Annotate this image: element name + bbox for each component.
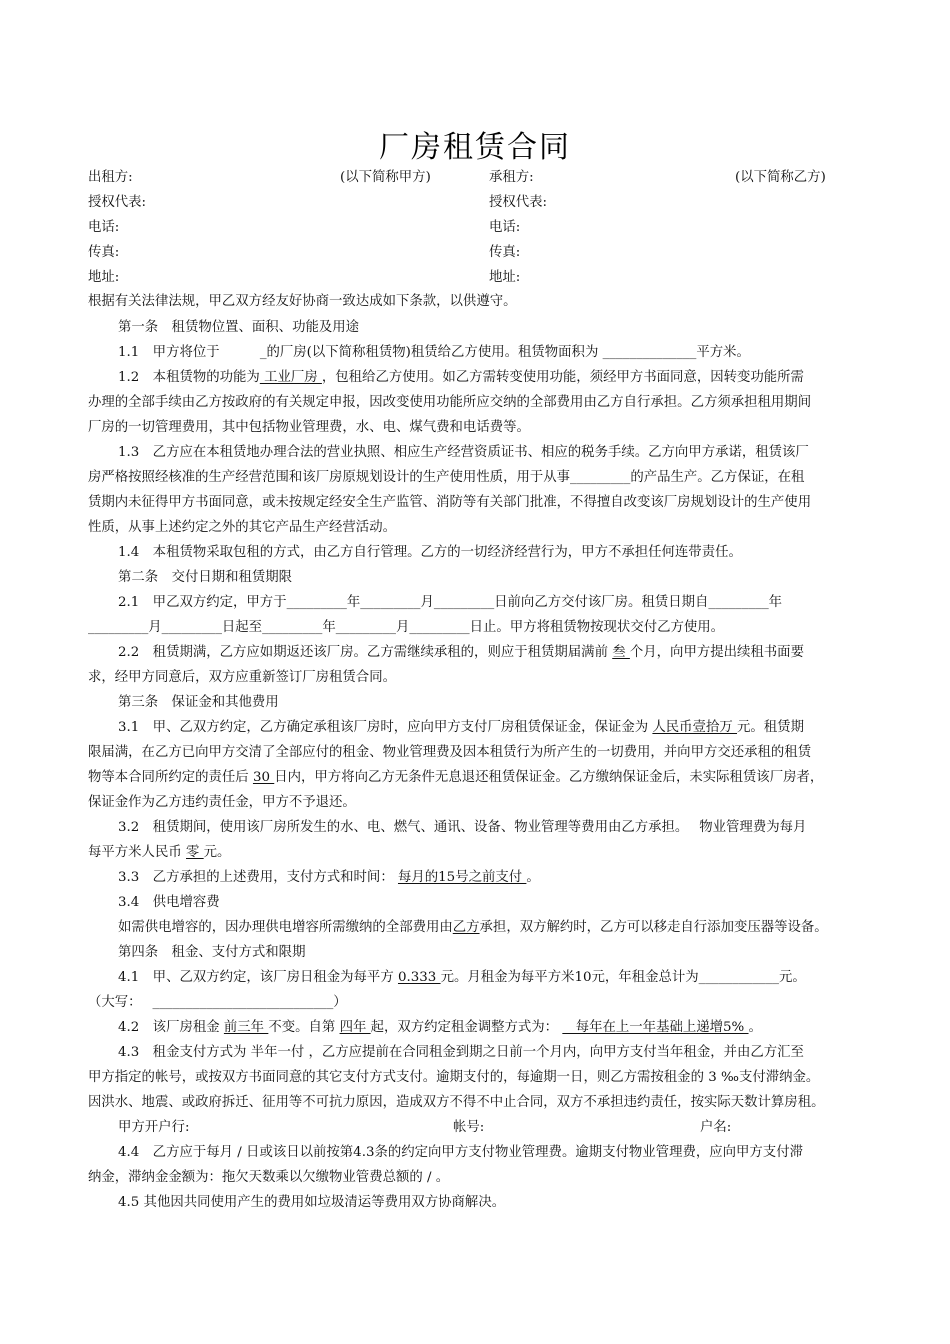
- article-2-heading: 第二条 交付日期和租赁期限: [118, 570, 293, 585]
- bank-account-label: 甲方开户行:: [118, 1120, 190, 1135]
- clause-4-1-text-c: 元。月租金为每平方米10元，年租金总计为____________元。: [440, 970, 806, 985]
- adjust-start-year: 四年: [339, 1020, 371, 1035]
- clause-1-2-line-2: 办理的全部手续由乙方按政府的有关规定申报，因改变使用功能所应交纳的全部费用由乙方自行承担。乙方须承担租用期间: [88, 395, 812, 410]
- clause-2-2-line-1: [118, 643, 804, 663]
- clause-1-2-text-c: ，包租给乙方使用。如乙方需转变使用功能，须经甲方书面同意，因转变功能所需: [321, 370, 804, 385]
- rep-right: 授权代表:: [489, 195, 548, 210]
- renewal-months-value: 叁: [612, 645, 630, 660]
- clause-3-3: [118, 868, 540, 888]
- clause-4-1-text-a: 4.1 甲、乙双方约定，该厂房日租金为每平方: [118, 970, 398, 985]
- clause-4-1-line-2: （大写： ___________________________）: [88, 995, 347, 1010]
- addr-left: 地址:: [88, 270, 120, 285]
- function-value: 工业厂房: [259, 370, 322, 385]
- clause-3-1-line-3: [88, 768, 823, 788]
- tel-left: 电话:: [88, 220, 120, 235]
- clause-4-2: [118, 1018, 762, 1038]
- article-3-heading: 第三条 保证金和其他费用: [118, 695, 279, 710]
- clause-2-2-line-2: 求，经甲方同意后，双方应重新签订厂房租赁合同。: [88, 670, 396, 685]
- clause-3-4-text-a: 如需供电增容的，因办理供电增容所需缴纳的全部费用由: [118, 920, 453, 935]
- area-blank: ______________: [602, 345, 697, 360]
- adjust-method: 每年在上一年基础上递增5%: [562, 1020, 749, 1035]
- clause-1-3-line-1: 1.3 乙方应在本租赁地办理合法的营业执照、相应生产经营资质证书、相应的税务手续。乙方向甲方承诺，租赁该厂: [118, 445, 809, 460]
- addr-right: 地址:: [489, 270, 521, 285]
- clause-3-4-body: [118, 918, 828, 938]
- clause-4-5: 4.5 其他因共同使用产生的费用如垃圾清运等费用双方协商解决。: [118, 1195, 506, 1210]
- rep-left: 授权代表:: [88, 195, 147, 210]
- lessee-label: 承租方:: [489, 170, 534, 185]
- clause-1-2-text-a: 1.2 本租赁物的功能为: [118, 370, 260, 385]
- clause-2-2-text-c: 个月，向甲方提出续租书面要: [629, 645, 804, 660]
- lessee-note: (以下简称乙方): [735, 170, 826, 185]
- clause-1-1-text-a: 1.1 甲方将位于: [118, 345, 260, 360]
- clause-4-3-line-3: 因洪水、地震、或政府拆迁、征用等不可抗力原因，造成双方不得不中止合同，双方不承担违约责任，按实际天数计算房租。: [88, 1095, 825, 1110]
- power-cost-party: 乙方: [452, 920, 480, 935]
- clause-3-1-text-c: 元。租赁期: [737, 720, 804, 735]
- lessor-note: (以下简称甲方): [340, 170, 431, 185]
- clause-3-2-line-1: 3.2 租赁期间，使用该厂房所发生的水、电、燃气、通讯、设备、物业管理等费用由乙方承担。 物业管理费为每月: [118, 820, 807, 835]
- clause-2-1-line-1: 2.1 甲乙双方约定，甲方于_________年_________月_________日前向乙方交付该厂房。租赁日期自_________年: [118, 595, 783, 610]
- fixed-rent-period: 前三年: [223, 1020, 269, 1035]
- fax-left: 传真:: [88, 245, 120, 260]
- clause-1-1: [118, 343, 750, 363]
- clause-2-2-text-a: 2.2 租赁期满，乙方应如期返还该厂房。乙方需继续承租的，则应于租赁期届满前: [118, 645, 613, 660]
- account-name-label: 户名:: [700, 1120, 732, 1135]
- clause-4-2-text-g: 。: [748, 1020, 762, 1035]
- clause-4-3-line-1: 4.3 租金支付方式为 半年一付 ，乙方应提前在合同租金到期之日前一个月内，向甲方支付当年租金，并由乙方汇至: [118, 1045, 804, 1060]
- clause-1-1-text-d: 平方米。: [696, 345, 750, 360]
- tel-right: 电话:: [489, 220, 521, 235]
- clause-3-2-text-a: 每平方米人民币: [88, 845, 186, 860]
- clause-4-2-text-a: 4.2 该厂房租金: [118, 1020, 224, 1035]
- clause-3-2-text-c: 元。: [203, 845, 231, 860]
- article-4-heading: 第四条 租金、支付方式和限期: [118, 945, 306, 960]
- clause-2-1-line-2: _________月_________日起至_________年_________月_________日止。甲方将租赁物按现状交付乙方使用。: [88, 620, 725, 635]
- clause-4-4-line-2: 纳金，滞纳金金额为：拖欠天数乘以欠缴物业管费总额的 / 。: [88, 1170, 450, 1185]
- clause-3-1-text-a: 3.1 甲、乙双方约定，乙方确定承租该厂房时，应向甲方支付厂房租赁保证金，保证金为: [118, 720, 653, 735]
- payment-time-value: 每月的15号之前支付: [397, 870, 527, 885]
- clause-3-1-line-4: 保证金作为乙方违约责任金，甲方不予退还。: [88, 795, 356, 810]
- management-fee-value: 零: [186, 845, 204, 860]
- clause-3-4-heading: 3.4 供电增容费: [118, 895, 220, 910]
- clause-3-1-line-1: [118, 718, 804, 738]
- clause-1-2-line-3: 厂房的一切管理费用，其中包括物业管理费，水、电、煤气费和电话费等。: [88, 420, 530, 435]
- clause-1-3-line-2: 房严格按照经核准的生产经营范围和该厂房原规划设计的生产使用性质，用于从事_________的产品生产。乙方保证，在租: [88, 470, 805, 485]
- fax-right: 传真:: [489, 245, 521, 260]
- intro-paragraph: 根据有关法律法规，甲乙双方经友好协商一致达成如下条款，以供遵守。: [88, 294, 517, 309]
- clause-4-2-text-e: 起，双方约定租金调整方式为：: [370, 1020, 563, 1035]
- clause-3-3-text-a: 3.3 乙方承担的上述费用，支付方式和时间：: [118, 870, 398, 885]
- account-number-label: 帐号:: [453, 1120, 485, 1135]
- clause-1-3-line-4: 性质，从事上述约定之外的其它产品生产经营活动。: [88, 520, 396, 535]
- clause-4-3-line-2: 甲方指定的帐号，或按双方书面同意的其它支付方式支付。逾期支付的，每逾期一日，则乙方需按租金的 3 ‰支付滞纳金。: [88, 1070, 820, 1085]
- clause-3-3-text-c: 。: [526, 870, 540, 885]
- clause-3-1-l3-text-a: 物等本合同所约定的责任后: [88, 770, 253, 785]
- refund-days-value: 30: [252, 770, 275, 785]
- clause-1-4: 1.4 本租赁物采取包租的方式，由乙方自行管理。乙方的一切经济经营行为，甲方不承担任何连带责任。: [118, 545, 742, 560]
- clause-3-2-line-2: [88, 843, 230, 863]
- article-1-heading: 第一条 租赁物位置、面积、功能及用途: [118, 320, 360, 335]
- lessor-label: 出租方:: [88, 170, 133, 185]
- lessor-row: [88, 168, 133, 188]
- clause-3-4-text-c: 承担，双方解约时，乙方可以移走自行添加变压器等设备。: [479, 920, 828, 935]
- clause-4-2-text-c: 不变。自第: [268, 1020, 340, 1035]
- daily-rent-value: 0.333: [397, 970, 441, 985]
- clause-4-4-line-1: 4.4 乙方应于每月 / 日或该日以前按第4.3条的约定向甲方支付物业管理费。逾期支付物业管理费，应向甲方支付滞: [118, 1145, 803, 1160]
- page-title: 厂房租赁合同: [379, 130, 571, 165]
- clause-1-3-line-3: 赁期内未征得甲方书面同意，或未按规定经安全生产监管、消防等有关部门批准，不得擅自改变该厂房规划设计的生产使用: [88, 495, 812, 510]
- clause-1-1-text-b: _的厂房(以下简称租赁物)租赁给乙方使用。租赁物面积为: [259, 345, 603, 360]
- clause-3-1-line-2: 限届满，在乙方已向甲方交清了全部应付的租金、物业管理费及因本租赁行为所产生的一切费用，并向甲方交还承租的租赁: [88, 745, 812, 760]
- clause-1-2-line-1: [118, 368, 804, 388]
- clause-3-1-l3-text-c: 日内，甲方将向乙方无条件无息退还租赁保证金。乙方缴纳保证金后，未实际租赁该厂房者，: [274, 770, 824, 785]
- clause-4-1-line-1: [118, 968, 806, 988]
- deposit-value: 人民币壹拾万: [652, 720, 738, 735]
